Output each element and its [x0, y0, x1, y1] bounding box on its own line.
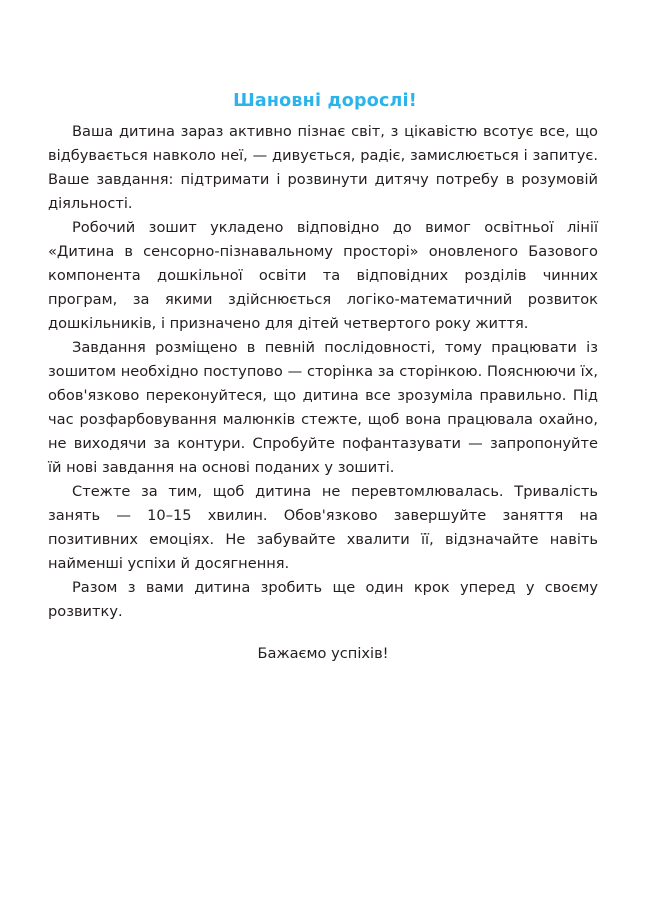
page-title: Шановні дорослі! — [233, 90, 417, 111]
closing-line: Бажаємо успіхів! — [257, 645, 389, 662]
body-text-block — [48, 120, 598, 666]
paragraph-1: Ваша дитина зараз активно пізнає світ, з цікавістю всотує все, що відбувається навколо неї, — дивується, радіє, замислюється і запитує. Ваше завдання: підтримати і розвинути дитячу потребу в розумовій діяльності. — [48, 123, 598, 212]
paragraph-3: Завдання розміщено в певній послідовності, тому працювати із зошитом необхідно поступово — сторінка за сторінкою. Пояснюючи їх, обов'язково переконуйтеся, що дитина все зрозуміла правильно. Під час розфарбовування малюнків стежте, щоб вона працювала охайно, не виходячи за контури. Спробуйте пофантазувати — запропонуйте їй нові завдання на основі поданих у зошиті. — [48, 339, 598, 476]
paragraph-5: Разом з вами дитина зробить ще один крок уперед у своєму розвитку. — [48, 579, 598, 620]
paragraph-2: Робочий зошит укладено відповідно до вимог освітньої лінії «Дитина в сенсорно-пізнавальному просторі» оновленого Базового компонента дошкільної освіти та відповідних розділів чинних програм, за якими здійснюється логіко-математичний розвиток дошкільників, і призначено для дітей четвертого року життя. — [48, 219, 598, 332]
paragraph-4: Стежте за тим, щоб дитина не перевтомлювалась. Тривалість занять — 10–15 хвилин. Обов'язково завершуйте заняття на позитивних емоціях. Не забувайте хвалити її, відзначайте навіть найменші успіхи й досягнення. — [48, 483, 598, 572]
